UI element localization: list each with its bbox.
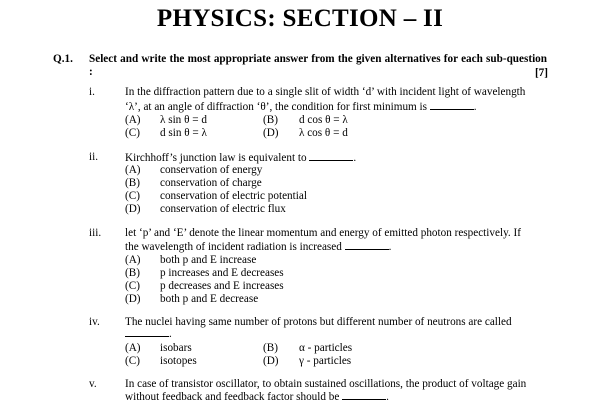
answer-blank (342, 390, 386, 400)
option-letter: (C) (125, 280, 140, 292)
question-marks: [7] (534, 67, 548, 79)
option-letter: (D) (263, 355, 279, 367)
answer-blank (125, 327, 169, 337)
option-letter: (A) (125, 342, 141, 354)
option-text: p increases and E decreases (160, 267, 284, 279)
option-text: conservation of energy (160, 164, 263, 176)
subquestion-text-line: let ‘p’ and ‘E’ denote the linear momentum and energy of emitted photon respectively. If (125, 227, 521, 239)
option-letter: (A) (125, 164, 141, 176)
subquestion-number: v. (89, 378, 97, 390)
option-text: d cos θ = λ (299, 114, 348, 126)
option-letter: (C) (125, 355, 140, 367)
option-letter: (D) (125, 293, 141, 305)
option-letter: (B) (263, 114, 278, 126)
option-text: conservation of electric potential (160, 190, 307, 202)
option-text: both p and E increase (160, 254, 257, 266)
option-letter: (D) (263, 127, 279, 139)
option-letter: (D) (125, 203, 141, 215)
subquestion-number: i. (89, 86, 95, 98)
subquestion-text-line: ‘λ’, at an angle of diffraction ‘θ’, the condition for first minimum is . (125, 101, 477, 113)
answer-blank (309, 151, 353, 161)
option-letter: (A) (125, 114, 141, 126)
option-letter: (B) (125, 267, 140, 279)
option-text: conservation of electric flux (160, 203, 286, 215)
option-text: α - particles (299, 342, 353, 354)
option-text: conservation of charge (160, 177, 262, 189)
subquestion-text-line: The nuclei having same number of protons but different number of neutrons are called (125, 316, 512, 328)
question-number: Q.1. (53, 53, 73, 65)
option-text: isobars (160, 342, 192, 354)
option-letter: (C) (125, 190, 140, 202)
subquestion-text-line: without feedback and feedback factor should be . (125, 391, 389, 403)
option-text: λ sin θ = d (160, 114, 207, 126)
option-letter: (B) (125, 177, 140, 189)
option-text: both p and E decrease (160, 293, 259, 305)
subquestion-text-line: the wavelength of incident radiation is increased . (125, 241, 392, 253)
option-letter: (A) (125, 254, 141, 266)
option-text: γ - particles (299, 355, 352, 367)
subquestion-number: ii. (89, 151, 99, 163)
option-text: d sin θ = λ (160, 127, 207, 139)
subquestion-text-line: . (125, 327, 549, 341)
option-text: λ cos θ = d (299, 127, 348, 139)
option-text: isotopes (160, 355, 197, 367)
question-instruction: Select and write the most appropriate answer from the given alternatives for each sub-question : (89, 53, 547, 78)
subquestion-text-line: In the diffraction pattern due to a single slit of width ‘d’ with incident light of wavelength (125, 86, 526, 98)
answer-blank (345, 240, 389, 250)
subquestion-number: iv. (89, 316, 100, 328)
option-letter: (B) (263, 342, 278, 354)
option-letter: (C) (125, 127, 140, 139)
page-title: PHYSICS: SECTION – II (156, 5, 444, 32)
option-text: p decreases and E increases (160, 280, 284, 292)
subquestion-text-line: In case of transistor oscillator, to obtain sustained oscillations, the product of voltage gain (125, 378, 527, 390)
answer-blank (430, 100, 474, 110)
subquestion-number: iii. (89, 227, 102, 239)
subquestion-text-line: Kirchhoff’s junction law is equivalent to . (125, 152, 357, 164)
